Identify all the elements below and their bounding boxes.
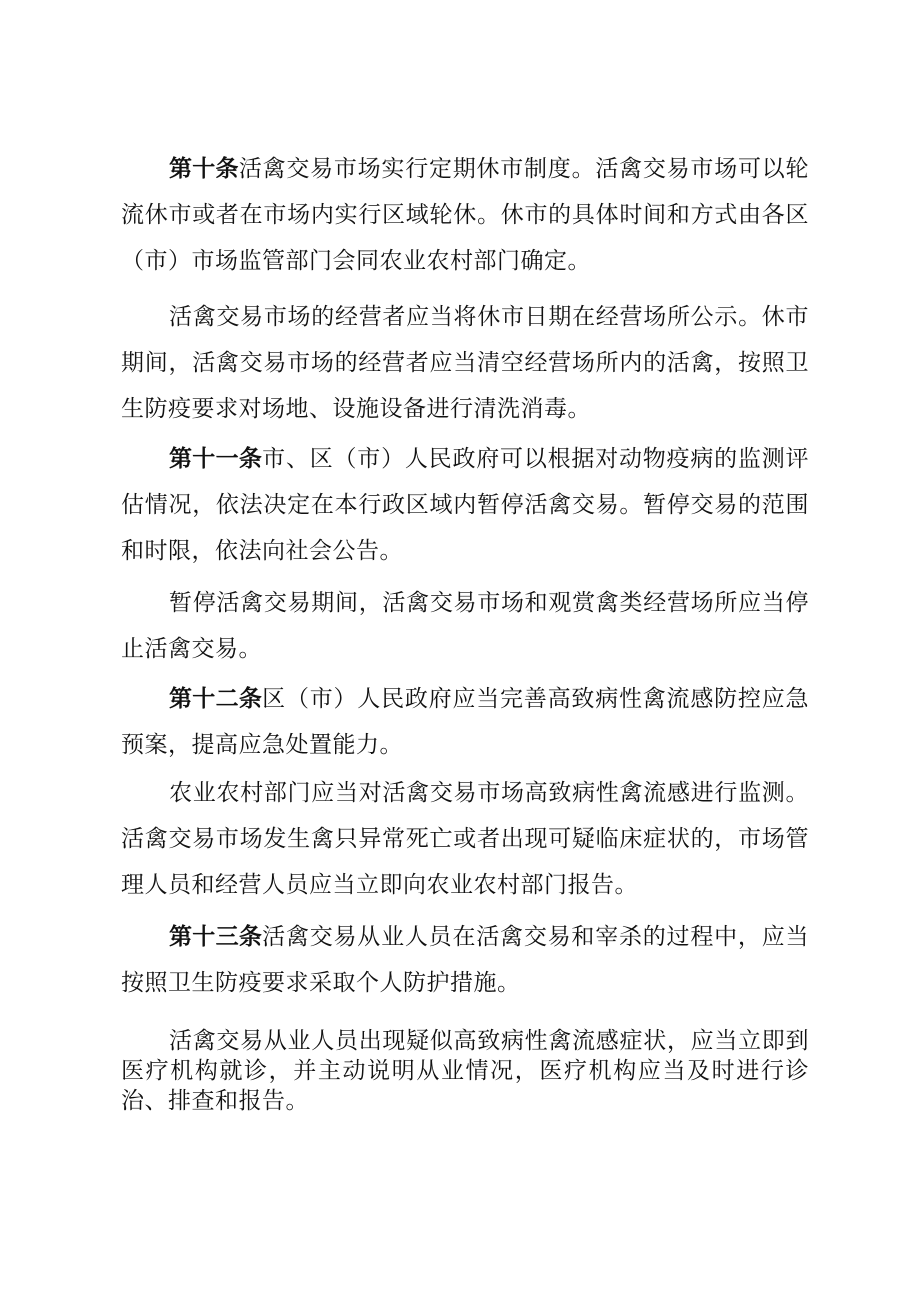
- article-12-heading: 第十二条: [169, 686, 263, 712]
- article-11-paragraph-2: [121, 580, 809, 672]
- article-11-paragraph: [121, 436, 809, 574]
- article-12-paragraph-2: [121, 770, 809, 908]
- article-10-text: 活禽交易市场实行定期休市制度。活禽交易市场可以轮流休市或者在市场内实行区域轮休。休市的具体时间和方式由各区（市）市场监管部门会同农业农村部门确定。: [121, 156, 810, 274]
- article-13-paragraph: [121, 914, 809, 1006]
- article-13-text: 活禽交易从业人员在活禽交易和宰杀的过程中，应当按照卫生防疫要求采取个人防护措施。: [121, 924, 810, 996]
- article-11-heading: 第十一条: [169, 446, 263, 472]
- article-10-paragraph: [121, 146, 809, 284]
- article-10-paragraph-2: [121, 294, 809, 432]
- article-10-heading: 第十条: [169, 156, 239, 182]
- article-13-heading: 第十三条: [169, 924, 263, 950]
- article-11-text-2: 暂停活禽交易期间，活禽交易市场和观赏禽类经营场所应当停止活禽交易。: [121, 590, 809, 662]
- article-12-paragraph: [121, 676, 809, 768]
- article-10-text-2: 活禽交易市场的经营者应当将休市日期在经营场所公示。休市期间，活禽交易市场的经营者应当清空经营场所内的活禽，按照卫生防疫要求对场地、设施设备进行清洗消毒。: [121, 304, 809, 422]
- article-13-paragraph-2: [121, 1026, 809, 1116]
- article-12-text-2: 农业农村部门应当对活禽交易市场高致病性禽流感进行监测。活禽交易市场发生禽只异常死亡或者出现可疑临床症状的，市场管理人员和经营人员应当立即向农业农村部门报告。: [121, 780, 809, 898]
- article-13-text-2: 活禽交易从业人员出现疑似高致病性禽流感症状，应当立即到医疗机构就诊，并主动说明从业情况，医疗机构应当及时进行诊治、排查和报告。: [121, 1028, 809, 1114]
- article-12-text: 区（市）人民政府应当完善高致病性禽流感防控应急预案，提高应急处置能力。: [121, 686, 810, 758]
- article-11-text: 市、区（市）人民政府可以根据对动物疫病的监测评估情况，依法决定在本行政区域内暂停活禽交易。暂停交易的范围和时限，依法向社会公告。: [121, 446, 810, 564]
